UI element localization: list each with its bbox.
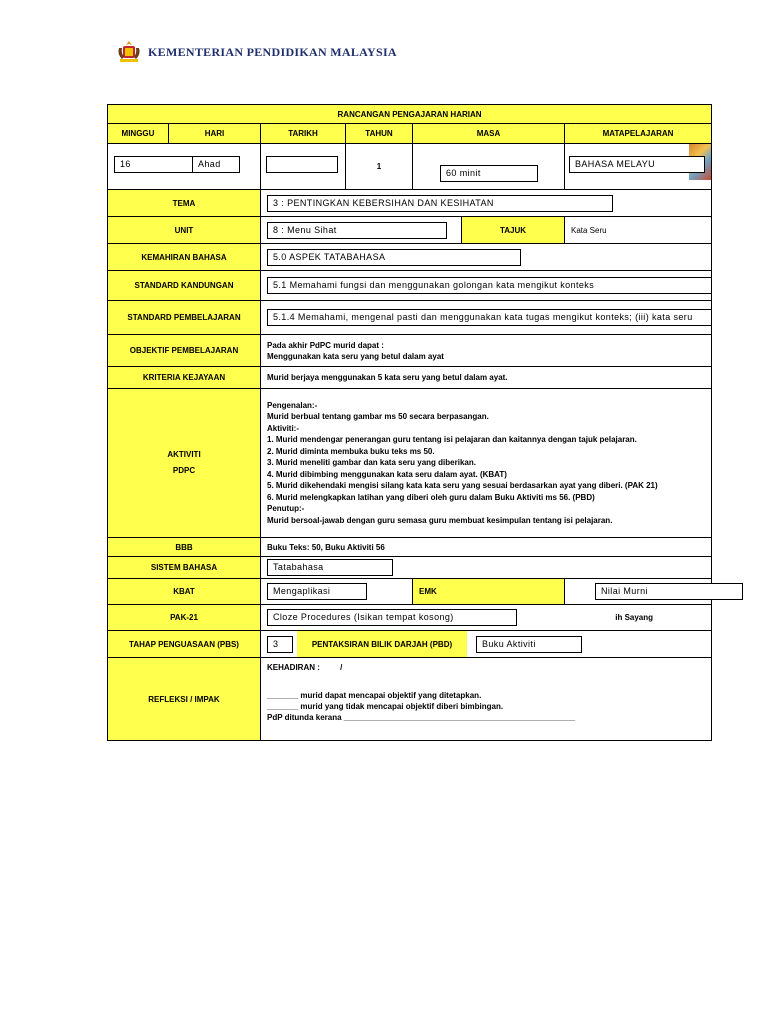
pak21-cell [261,605,712,631]
pak21-field[interactable]: Cloze Procedures (Isikan tempat kosong) [267,609,517,626]
label-kriteria: KRITERIA KEJAYAAN [108,367,261,389]
aktiviti-line: 3. Murid meneliti gambar dan kata seru yang diberikan. [267,458,476,468]
tahap-cell [261,631,712,658]
kbat-field[interactable]: Mengaplikasi [267,583,367,600]
objektif-intro: Pada akhir PdPC murid dapat : [267,340,384,350]
kriteria-value: Murid berjaya menggunakan 5 kata seru yang betul dalam ayat. [261,367,712,389]
emk-cell [565,579,712,605]
tarikh-cell [261,144,346,190]
tahun-value: 1 [346,144,413,190]
header-matapelajaran: MATAPELAJARAN [565,124,712,144]
refleksi-line-3: PdP ditunda kerana ____________________________________________________ [267,713,576,722]
emk-field[interactable]: Nilai Murni [595,583,743,600]
kemahiran-cell [261,244,712,271]
kemahiran-field[interactable]: 5.0 ASPEK TATABAHASA [267,249,521,266]
label-standard-kandungan: STANDARD KANDUNGAN [108,271,261,301]
sp-field[interactable]: 5.1.4 Memahami, mengenal pasti dan menggunakan kata tugas mengikut konteks; (iii) kata seru [267,309,712,326]
aktiviti-line: 6. Murid melengkapkan latihan yang diberi oleh guru dalam Buku Aktiviti ms 56. (PBD) [267,492,595,502]
ministry-header [116,40,397,64]
header-tarikh: TARIKH [261,124,346,144]
refleksi-line-1: _______ murid dapat mencapai objektif yang ditetapkan. [267,691,482,700]
sk-field[interactable]: 5.1 Memahami fungsi dan menggunakan golongan kata mengikut konteks [267,277,712,294]
label-tema: TEMA [108,190,261,217]
kehadiran-row [267,662,711,673]
minggu-field[interactable]: 16 [114,156,194,173]
pak21-overflow-text: ih Sayang [615,613,654,622]
matapelajaran-field[interactable]: BAHASA MELAYU [569,156,705,173]
pdpc-label: PDPC [172,466,196,475]
kehadiran-label: KEHADIRAN : [267,663,320,672]
aktiviti-label: AKTIVITI [167,450,201,459]
label-sistem-bahasa: SISTEM BAHASA [108,557,261,579]
label-refleksi: REFLEKSI / IMPAK [108,658,261,741]
label-emk: EMK [413,579,565,605]
label-standard-pembelajaran: STANDARD PEMBELAJARAN [108,301,261,335]
aktiviti-line: 5. Murid dikehendaki mengisi silang kata kata seru yang sesuai berdasarkan ayat yang diberi. (PAK 21) [267,481,658,491]
ministry-crest-icon [116,40,142,64]
ministry-title: KEMENTERIAN PENDIDIKAN MALAYSIA [148,44,397,59]
label-pbd: PENTAKSIRAN BILIK DARJAH (PBD) [297,631,467,657]
label-kbat: KBAT [108,579,261,605]
tarikh-field[interactable] [266,156,338,173]
tahap-field[interactable]: 3 [267,636,293,653]
aktiviti-line: Penutup:- [267,504,305,514]
sp-cell [261,301,712,335]
unit-field[interactable]: 8 : Menu Sihat [267,222,447,239]
aktiviti-line: Aktiviti:- [267,423,299,433]
aktiviti-line: 1. Murid mendengar penerangan guru tentang isi pelajaran dan kaitannya dengan tajuk pelajaran. [267,435,637,445]
lesson-plan-table [107,104,712,741]
aktiviti-line: 4. Murid dibimbing menggunakan kata seru dalam ayat. (KBAT) [267,469,507,479]
kbat-cell [261,579,413,605]
kehadiran-separator: / [340,663,343,672]
label-aktiviti [108,389,261,538]
masa-field[interactable]: 60 minit [440,165,538,182]
header-hari: HARI [169,124,261,144]
sistem-field[interactable]: Tatabahasa [267,559,393,576]
aktiviti-content [261,389,712,538]
label-unit: UNIT [108,217,261,244]
tema-cell [261,190,712,217]
refleksi-line-2: _______ murid yang tidak mencapai objektif diberi bimbingan. [267,702,504,711]
objektif-cell [261,335,712,367]
sk-cell [261,271,712,301]
pbd-field[interactable]: Buku Aktiviti [476,636,582,653]
aktiviti-line: Murid bersoal-jawab dengan guru semasa guru membuat kesimpulan tentang isi pelajaran. [267,515,613,525]
label-objektif: OBJEKTIF PEMBELAJARAN [108,335,261,367]
header-tahun: TAHUN [346,124,413,144]
aktiviti-line: Murid berbual tentang gambar ms 50 secara berpasangan. [267,412,489,422]
header-masa: MASA [413,124,565,144]
label-bbb: BBB [108,538,261,557]
refleksi-cell [261,658,712,741]
tema-field[interactable]: 3 : PENTINGKAN KEBERSIHAN DAN KESIHATAN [267,195,613,212]
aktiviti-line: Pengenalan:- [267,400,318,410]
bbb-value: Buku Teks: 50, Buku Aktiviti 56 [261,538,712,557]
objektif-text: Menggunakan kata seru yang betul dalam ayat [267,351,444,361]
masa-cell [413,144,565,190]
aktiviti-line: 2. Murid diminta membuka buku teks ms 50. [267,446,435,456]
label-kemahiran: KEMAHIRAN BAHASA [108,244,261,271]
label-tahap-penguasaan: TAHAP PENGUASAAN (PBS) [108,631,261,658]
label-pak21: PAK-21 [108,605,261,631]
plan-title: RANCANGAN PENGAJARAN HARIAN [108,105,712,124]
header-minggu: MINGGU [108,124,169,144]
minggu-hari-cell [108,144,261,190]
hari-field[interactable]: Ahad [192,156,240,173]
matapelajaran-cell [565,144,712,190]
unit-cell [261,217,565,244]
tajuk-value: Kata Seru [565,217,712,244]
sistem-cell [261,557,712,579]
label-tajuk: TAJUK [461,217,564,243]
